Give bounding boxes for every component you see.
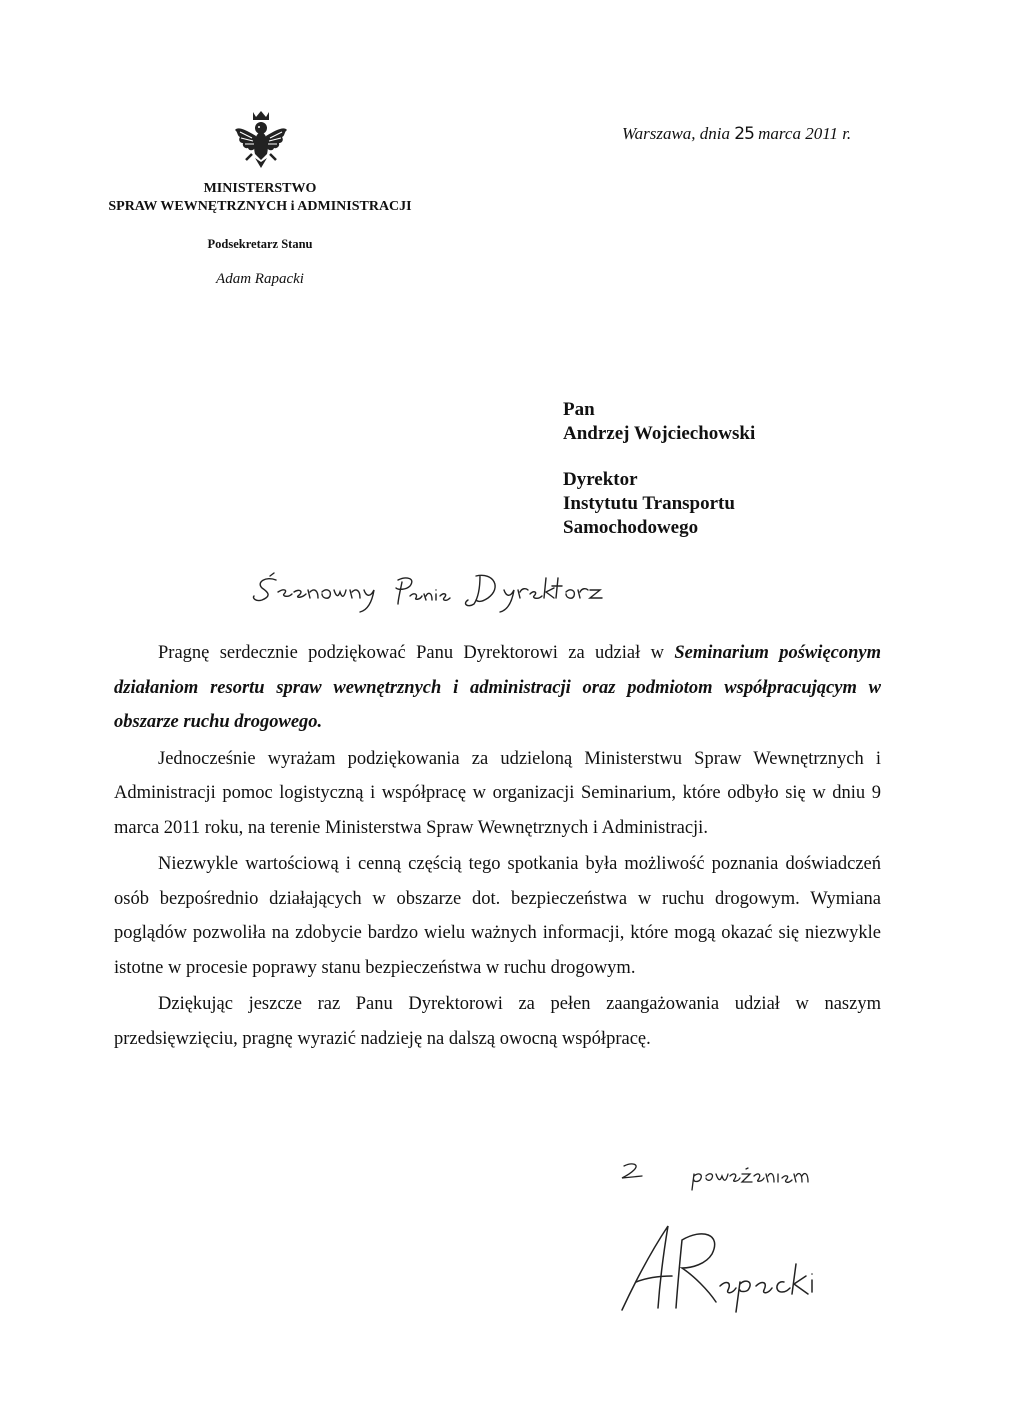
addressee-name: Andrzej Wojciechowski: [563, 423, 756, 444]
body-paragraph-1: [114, 636, 881, 740]
polish-eagle-emblem-icon: [232, 108, 290, 170]
sender-name: Adam Rapacki: [216, 271, 304, 287]
addressee-institution-line1: Instytutu Transportu: [563, 493, 735, 514]
addressee-institution-line2: Samochodowego: [563, 517, 699, 538]
date-day-handwritten: 25: [734, 124, 754, 144]
body-paragraph-2: Jednocześnie wyrażam podziękowania za udzieloną Ministerstwu Spraw Wewnętrznych i Administracji pomoc logistyczną i współpracę w organizacji Seminarium, które odbyło się w dniu 9 marca 2011 roku, na terenie Ministerstwa Spraw Wewnętrznych i Administracji.: [114, 748, 881, 838]
date-prefix: Warszawa, dnia: [622, 124, 735, 143]
ministry-name-line2: SPRAW WEWNĘTRZNYCH i ADMINISTRACJI: [108, 199, 412, 214]
signature: [612, 1220, 822, 1315]
handwritten-closing: [618, 1156, 818, 1192]
addressee-title: Pan: [563, 399, 595, 420]
body-paragraph-4: Dziękując jeszcze raz Panu Dyrektorowi za pełen zaangażowania udział w naszym przedsięwzięciu, pragnę wyrazić nadzieję na dalszą owocną współpracę.: [114, 994, 881, 1049]
body-paragraph-1-text: Pragnę serdecznie podziękować Panu Dyrektorowi za udział w: [158, 643, 675, 663]
handwritten-salutation: [248, 568, 608, 618]
ministry-name: [60, 180, 460, 216]
letter-body: [114, 636, 881, 1056]
sender-position: Podsekretarz Stanu: [207, 237, 313, 251]
body-paragraph-1-emphasis: Seminarium poświęconym działaniom resortu spraw wewnętrznych i administracji oraz podmiotom współpracującym w obszarze ruchu drogowego.: [114, 643, 882, 732]
date-line: [622, 124, 851, 144]
body-paragraph-3: Niezwykle wartościową i cenną częścią tego spotkania była możliwość poznania doświadczeń osób bezpośrednio działających w obszarze dot. bezpieczeństwa w ruchu drogowym. Wymiana poglądów pozwoliła na zdobycie bardzo wielu ważnych informacji, które mogą okazać się niezwykle istotne w procesie poprawy stanu bezpieczeństwa w ruchu drogowym.: [114, 854, 881, 978]
ministry-name-line1: MINISTERSTWO: [203, 181, 317, 196]
addressee-block: [563, 398, 755, 540]
addressee-position: Dyrektor: [563, 469, 638, 490]
date-suffix: marca 2011 r.: [753, 124, 852, 143]
